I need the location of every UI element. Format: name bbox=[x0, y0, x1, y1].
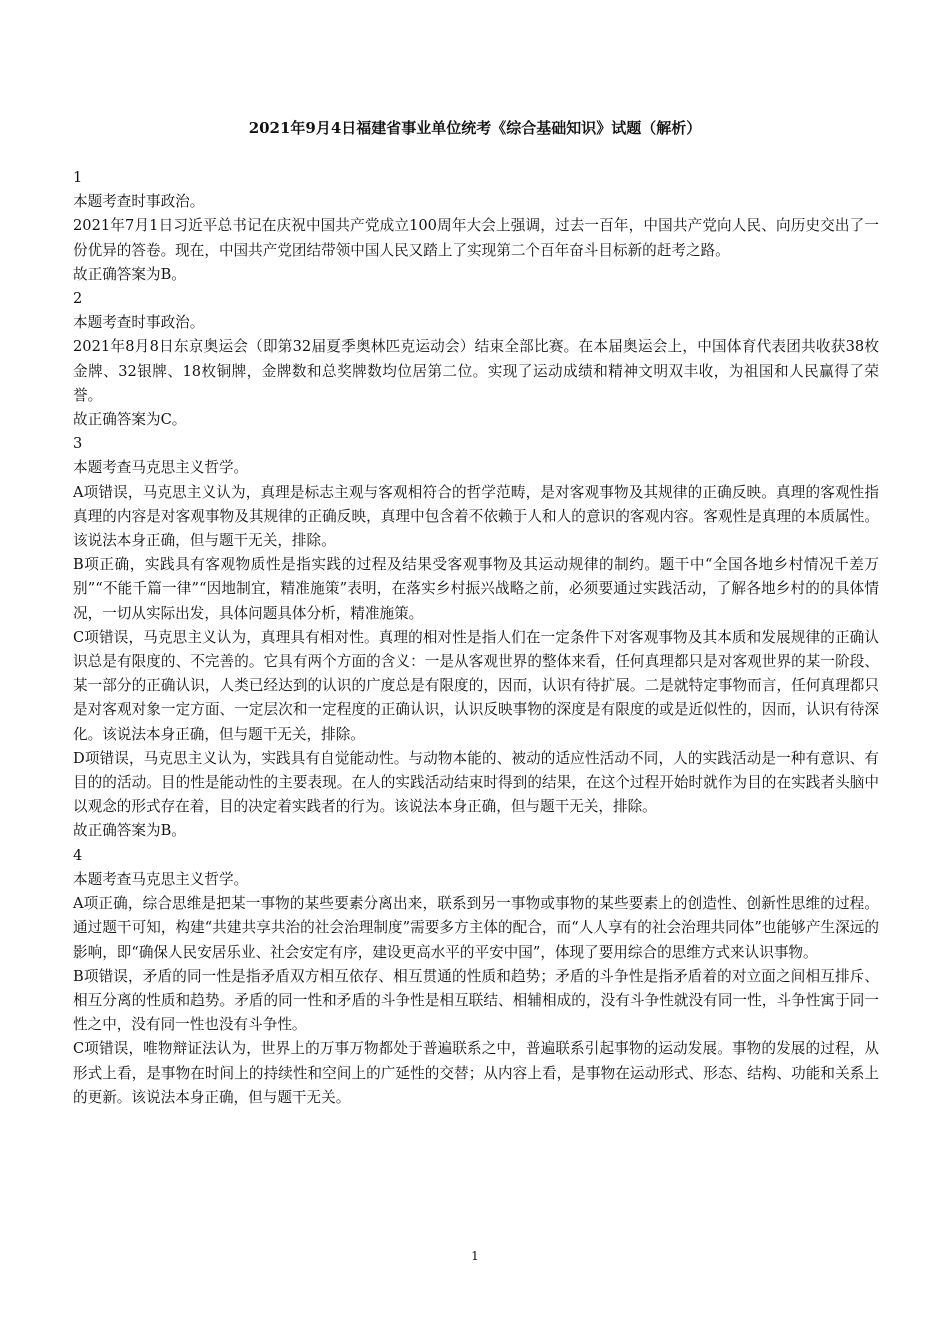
explanation-paragraph: 2021年7月1日习近平总书记在庆祝中国共产党成立100周年大会上强调，过去一百年，中国共产党向人民、向历史交出了一份优异的答卷。现在，中国共产党团结带领中国人民又踏上了实现第二个百年奋斗目标新的赶考之路。 bbox=[73, 217, 879, 259]
document-title: 2021年9月4日福建省事业单位统考《综合基础知识》试题（解析） bbox=[248, 119, 702, 137]
answer-line: 故正确答案为B。 bbox=[73, 822, 186, 840]
question-number: 2 bbox=[73, 290, 83, 308]
option-analysis-d: D项错误，马克思主义认为，实践具有自觉能动性。与动物本能的、被动的适应性活动不同，人的实践活动是一种有意识、有目的的活动。目的性是能动性的主要表现。在人的实践活动结束时得到的结果，在这个过程开始时就作为目的在实践者头脑中以观念的形式存在着，目的决定着实践者的行为。该说法本身正确，但与题干无关，排除。 bbox=[73, 749, 879, 816]
option-analysis-a: A项正确，综合思维是把某一事物的某些要素分离出来，联系到另一事物或事物的某些要素上的创造性、创新性思维的过程。通过题干可知，构建“共建共享共治的社会治理制度”需要多方主体的配合，而“人人享有的社会治理共同体”也能够产生深远的影响，即“确保人民安居乐业、社会安定有序，建设更高水平的平安中国”，体现了要用综合的思维方式来认识事物。 bbox=[73, 895, 879, 961]
option-analysis-a: A项错误，马克思主义认为，真理是标志主观与客观相符合的哲学范畴，是对客观事物及其规律的正确反映。真理的客观性指真理的内容是对客观事物及其规律的正确反映，真理中包含着不依赖于人和人的意识的客观内容。客观性是真理的本质属性。该说法本身正确，但与题干无关，排除。 bbox=[73, 483, 879, 550]
answer-line: 故正确答案为B。 bbox=[73, 265, 186, 283]
page-number: 1 bbox=[471, 1249, 479, 1263]
question-topic: 本题考查马克思主义哲学。 bbox=[73, 870, 249, 888]
option-analysis-c: C项错误，唯物辩证法认为，世界上的万事万物都处于普遍联系之中，普遍联系引起事物的运动发展。事物的发展的过程，从形式上看，是事物在时间上的持续性和空间上的广延性的交替；从内容上看，是事物在运动形式、形态、结构、功能和关系上的更新。该说法本身正确，但与题干无关。 bbox=[73, 1040, 879, 1106]
question-number: 3 bbox=[73, 435, 83, 453]
option-analysis-b: B项正确，实践具有客观物质性是指实践的过程及结果受客观事物及其运动规律的制约。题干中“全国各地乡村情况千差万别”“不能千篇一律”“因地制宜，精准施策”表明，在落实乡村振兴战略之前，必须要通过实践活动，了解各地乡村的的具体情况，一切从实际出发，具体问题具体分析，精准施策。 bbox=[73, 556, 879, 622]
option-analysis-c: C项错误，马克思主义认为，真理具有相对性。真理的相对性是指人们在一定条件下对客观事物及其本质和发展规律的正确认识总是有限度的、不完善的。它具有两个方面的含义：一是从客观世界的整体来看，任何真理都只是对客观世界的某一阶段、某一部分的正确认识，人类已经达到的认识的广度总是有限度的，因而，认识有待扩展。二是就特定事物而言，任何真理都只是对客观对象一定方面、一定层次和一定程度的正确认识，认识反映事物的深度是有限度的或是近似性的，因而，认识有待深化。该说法本身正确，但与题干无关，排除。 bbox=[73, 628, 879, 743]
question-number: 1 bbox=[73, 169, 83, 186]
explanation-paragraph: 2021年8月8日东京奥运会（即第32届夏季奥林匹克运动会）结束全部比赛。在本届奥运会上，中国体育代表团共收获38枚金牌、32银牌、18枚铜牌，金牌数和总奖牌数均位居第二位。实现了运动成绩和精神文明双丰收，为祖国和人民赢得了荣誉。 bbox=[73, 338, 879, 404]
option-analysis-b: B项错误，矛盾的同一性是指矛盾双方相互依存、相互贯通的性质和趋势；矛盾的斗争性是指矛盾着的对立面之间相互排斥、相互分离的性质和趋势。矛盾的同一性和矛盾的斗争性是相互联结、相辅相成的，没有斗争性就没有同一性，斗争性寓于同一性之中，没有同一性也没有斗争性。 bbox=[73, 967, 879, 1034]
document-body bbox=[73, 166, 879, 1110]
question-topic: 本题考查时事政治。 bbox=[73, 314, 205, 332]
question-number: 4 bbox=[73, 846, 83, 864]
question-topic: 本题考查马克思主义哲学。 bbox=[73, 459, 249, 477]
question-topic: 本题考查时事政治。 bbox=[73, 193, 205, 211]
answer-line: 故正确答案为C。 bbox=[73, 411, 187, 429]
